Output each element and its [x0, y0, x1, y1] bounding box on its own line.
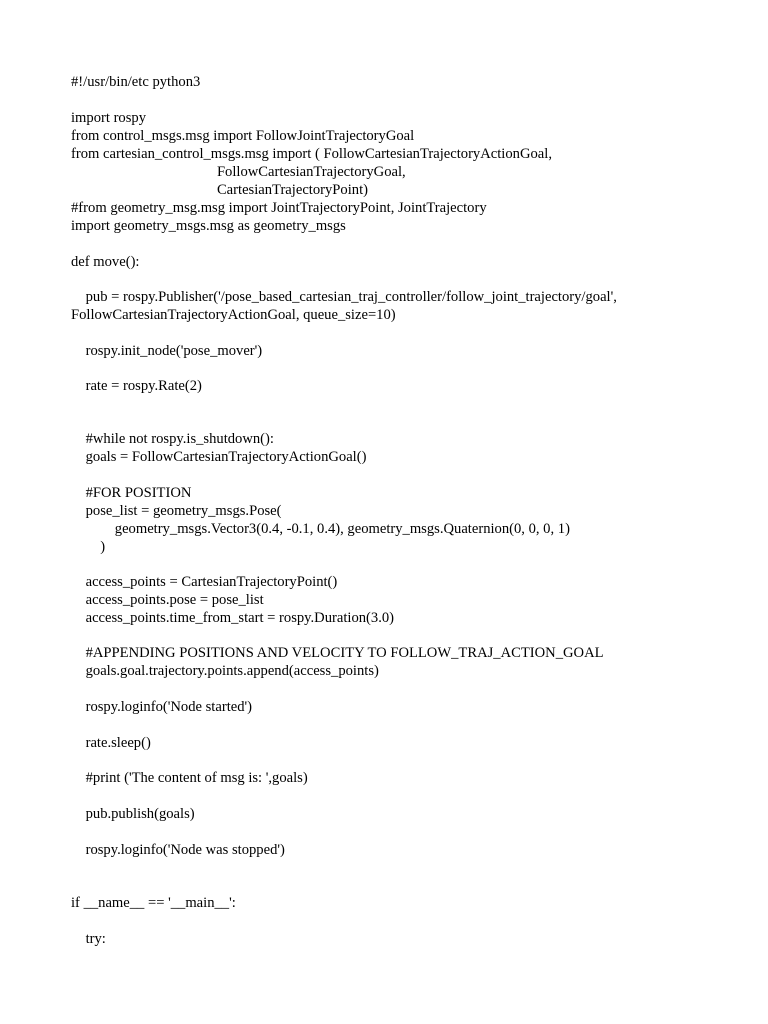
- code-line-access-points-pose: access_points.pose = pose_list: [71, 592, 264, 608]
- code-line-access-points-time: access_points.time_from_start = rospy.Duration(3.0): [71, 610, 395, 626]
- code-line-loginfo-started: rospy.loginfo('Node started'): [71, 699, 253, 715]
- code-line-main-check: if __name__ == '__main__':: [71, 895, 236, 911]
- code-line-pose-close: ): [71, 539, 106, 555]
- code-line-import-control-msgs: from control_msgs.msg import FollowJointTrajectoryGoal: [71, 128, 415, 144]
- code-line-comment-while: #while not rospy.is_shutdown():: [71, 431, 274, 447]
- code-line-try: try:: [71, 931, 106, 947]
- code-line-import-cartesian-msgs: from cartesian_control_msgs.msg import ( FollowCartesianTrajectoryActionGoal,: [71, 146, 552, 162]
- code-line-import-rospy: import rospy: [71, 110, 146, 126]
- code-line-loginfo-stopped: rospy.loginfo('Node was stopped'): [71, 842, 285, 858]
- code-line-import-cartesian-goal: FollowCartesianTrajectoryGoal,: [71, 164, 406, 180]
- code-line-comment-position: #FOR POSITION: [71, 485, 192, 501]
- code-line-comment-print: #print ('The content of msg is: ',goals): [71, 770, 308, 786]
- code-line-publisher-args: FollowCartesianTrajectoryActionGoal, queue_size=10): [71, 307, 396, 323]
- code-line-rate: rate = rospy.Rate(2): [71, 378, 202, 394]
- code-line-publisher: pub = rospy.Publisher('/pose_based_cartesian_traj_controller/follow_joint_trajectory/goal',: [71, 289, 617, 305]
- code-line-rate-sleep: rate.sleep(): [71, 735, 151, 751]
- code-line-publish: pub.publish(goals): [71, 806, 195, 822]
- code-line-import-geometry-msgs: import geometry_msgs.msg as geometry_msgs: [71, 218, 346, 234]
- code-line-comment-geometry-import: #from geometry_msg.msg import JointTrajectoryPoint, JointTrajectory: [71, 200, 487, 216]
- code-line-def-move: def move():: [71, 254, 140, 270]
- code-line-init-node: rospy.init_node('pose_mover'): [71, 343, 263, 359]
- code-line-access-points: access_points = CartesianTrajectoryPoint(): [71, 574, 338, 590]
- code-line-pose-values: geometry_msgs.Vector3(0.4, -0.1, 0.4), geometry_msgs.Quaternion(0, 0, 0, 1): [71, 521, 570, 537]
- code-line-pose-list: pose_list = geometry_msgs.Pose(: [71, 503, 282, 519]
- code-line-comment-appending: #APPENDING POSITIONS AND VELOCITY TO FOLLOW_TRAJ_ACTION_GOAL: [71, 645, 604, 661]
- code-line-shebang: #!/usr/bin/etc python3: [71, 74, 201, 90]
- code-line-append: goals.goal.trajectory.points.append(access_points): [71, 663, 379, 679]
- code-line-import-cartesian-point: CartesianTrajectoryPoint): [71, 182, 368, 198]
- code-line-goals: goals = FollowCartesianTrajectoryActionGoal(): [71, 449, 367, 465]
